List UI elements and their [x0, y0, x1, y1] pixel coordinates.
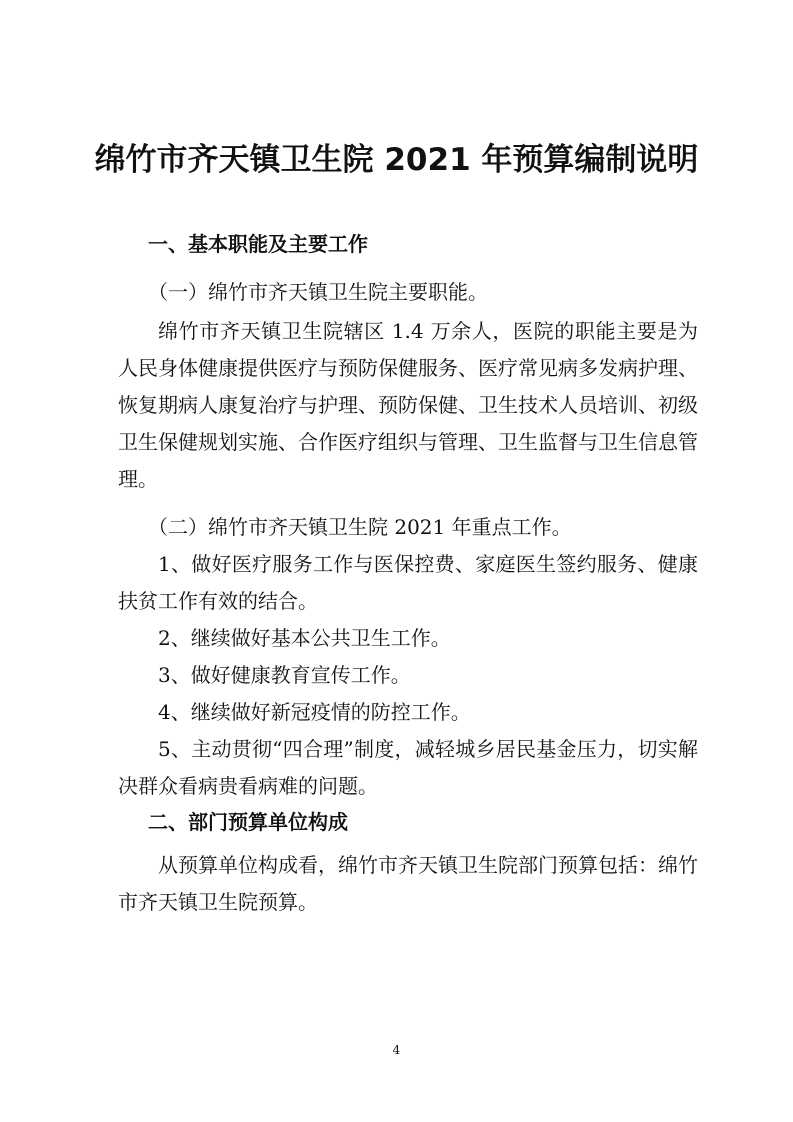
list-item-key-work-1: 1、做好医疗服务工作与医保控费、家庭医生签约服务、健康扶贫工作有效的结合。: [118, 552, 698, 613]
page-number: 4: [392, 1043, 401, 1057]
list-item-key-work-5: 5、主动贯彻“四合理”制度，减轻城乡居民基金压力，切实解决群众看病贵看病难的问题。: [118, 737, 698, 798]
list-item-key-work-2: 2、继续做好基本公共卫生工作。: [158, 626, 451, 650]
subsection-heading-key-work: （二）绵竹市齐天镇卫生院 2021 年重点工作。: [148, 515, 572, 539]
document-title: 绵竹市齐天镇卫生院 2021 年预算编制说明: [94, 142, 699, 178]
subsection-heading-main-functions: （一）绵竹市齐天镇卫生院主要职能。: [148, 280, 488, 304]
list-item-key-work-3: 3、做好健康教育宣传工作。: [158, 663, 411, 687]
list-item-key-work-4: 4、继续做好新冠疫情的防控工作。: [158, 700, 471, 724]
paragraph-budget-units: 从预算单位构成看，绵竹市齐天镇卫生院部门预算包括：绵竹市齐天镇卫生院预算。: [118, 853, 698, 914]
section-heading-basic-functions: 一、基本职能及主要工作: [148, 232, 368, 256]
section-heading-budget-units: 二、部门预算单位构成: [148, 810, 348, 834]
paragraph-main-functions: 绵竹市齐天镇卫生院辖区 1.4 万余人，医院的职能主要是为人民身体健康提供医疗与预防保健服务、医疗常见病多发病护理、恢复期病人康复治疗与护理、预防保健、卫生技术人员培训、初级卫生保健规划实施、合作医疗组织与管理、卫生监督与卫生信息管理。: [118, 319, 698, 491]
